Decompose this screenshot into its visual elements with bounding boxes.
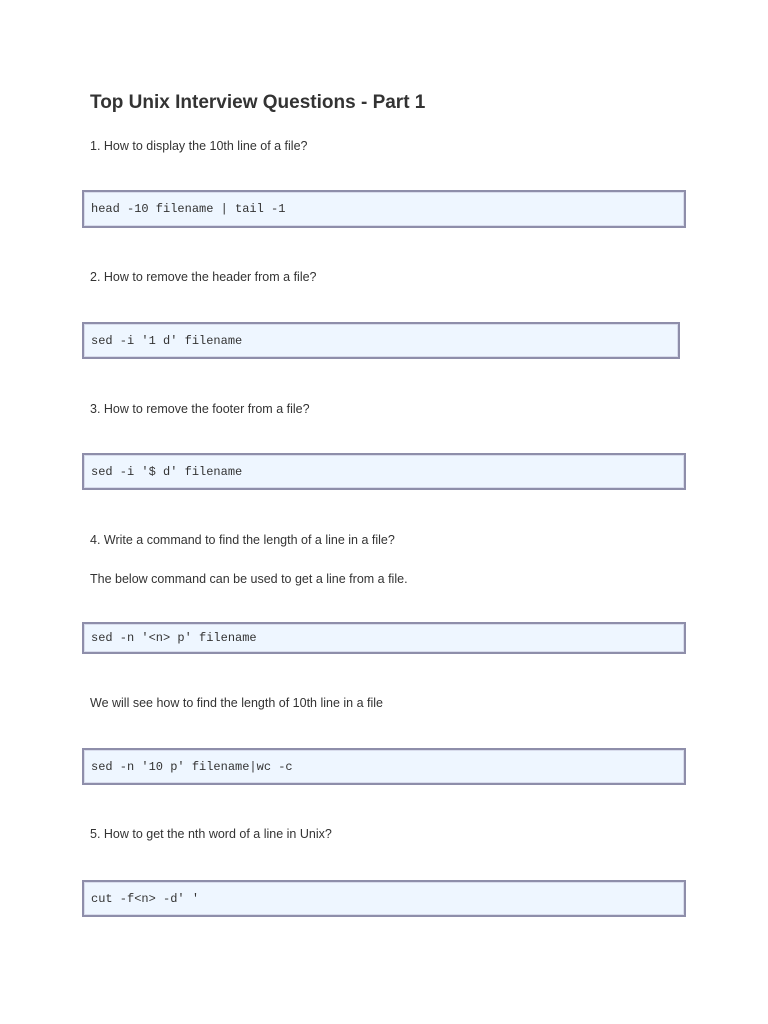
page-title: Top Unix Interview Questions - Part 1 (90, 92, 426, 113)
code-block-5: sed -n '10 p' filename|wc -c (82, 748, 686, 785)
code-block-6: cut -f<n> -d' ' (82, 880, 686, 917)
question-1: 1. How to display the 10th line of a file? (90, 139, 308, 153)
code-block-4: sed -n '<n> p' filename (82, 622, 686, 654)
question-5: 5. How to get the nth word of a line in Unix? (90, 827, 332, 841)
answer-4-note: We will see how to find the length of 10th line in a file (90, 696, 383, 710)
code-block-2: sed -i '1 d' filename (82, 322, 680, 359)
answer-4-intro: The below command can be used to get a line from a file. (90, 572, 408, 586)
code-block-3: sed -i '$ d' filename (82, 453, 686, 490)
question-2: 2. How to remove the header from a file? (90, 270, 317, 284)
question-4: 4. Write a command to find the length of a line in a file? (90, 533, 395, 547)
code-block-1: head -10 filename | tail -1 (82, 190, 686, 228)
question-3: 3. How to remove the footer from a file? (90, 402, 310, 416)
